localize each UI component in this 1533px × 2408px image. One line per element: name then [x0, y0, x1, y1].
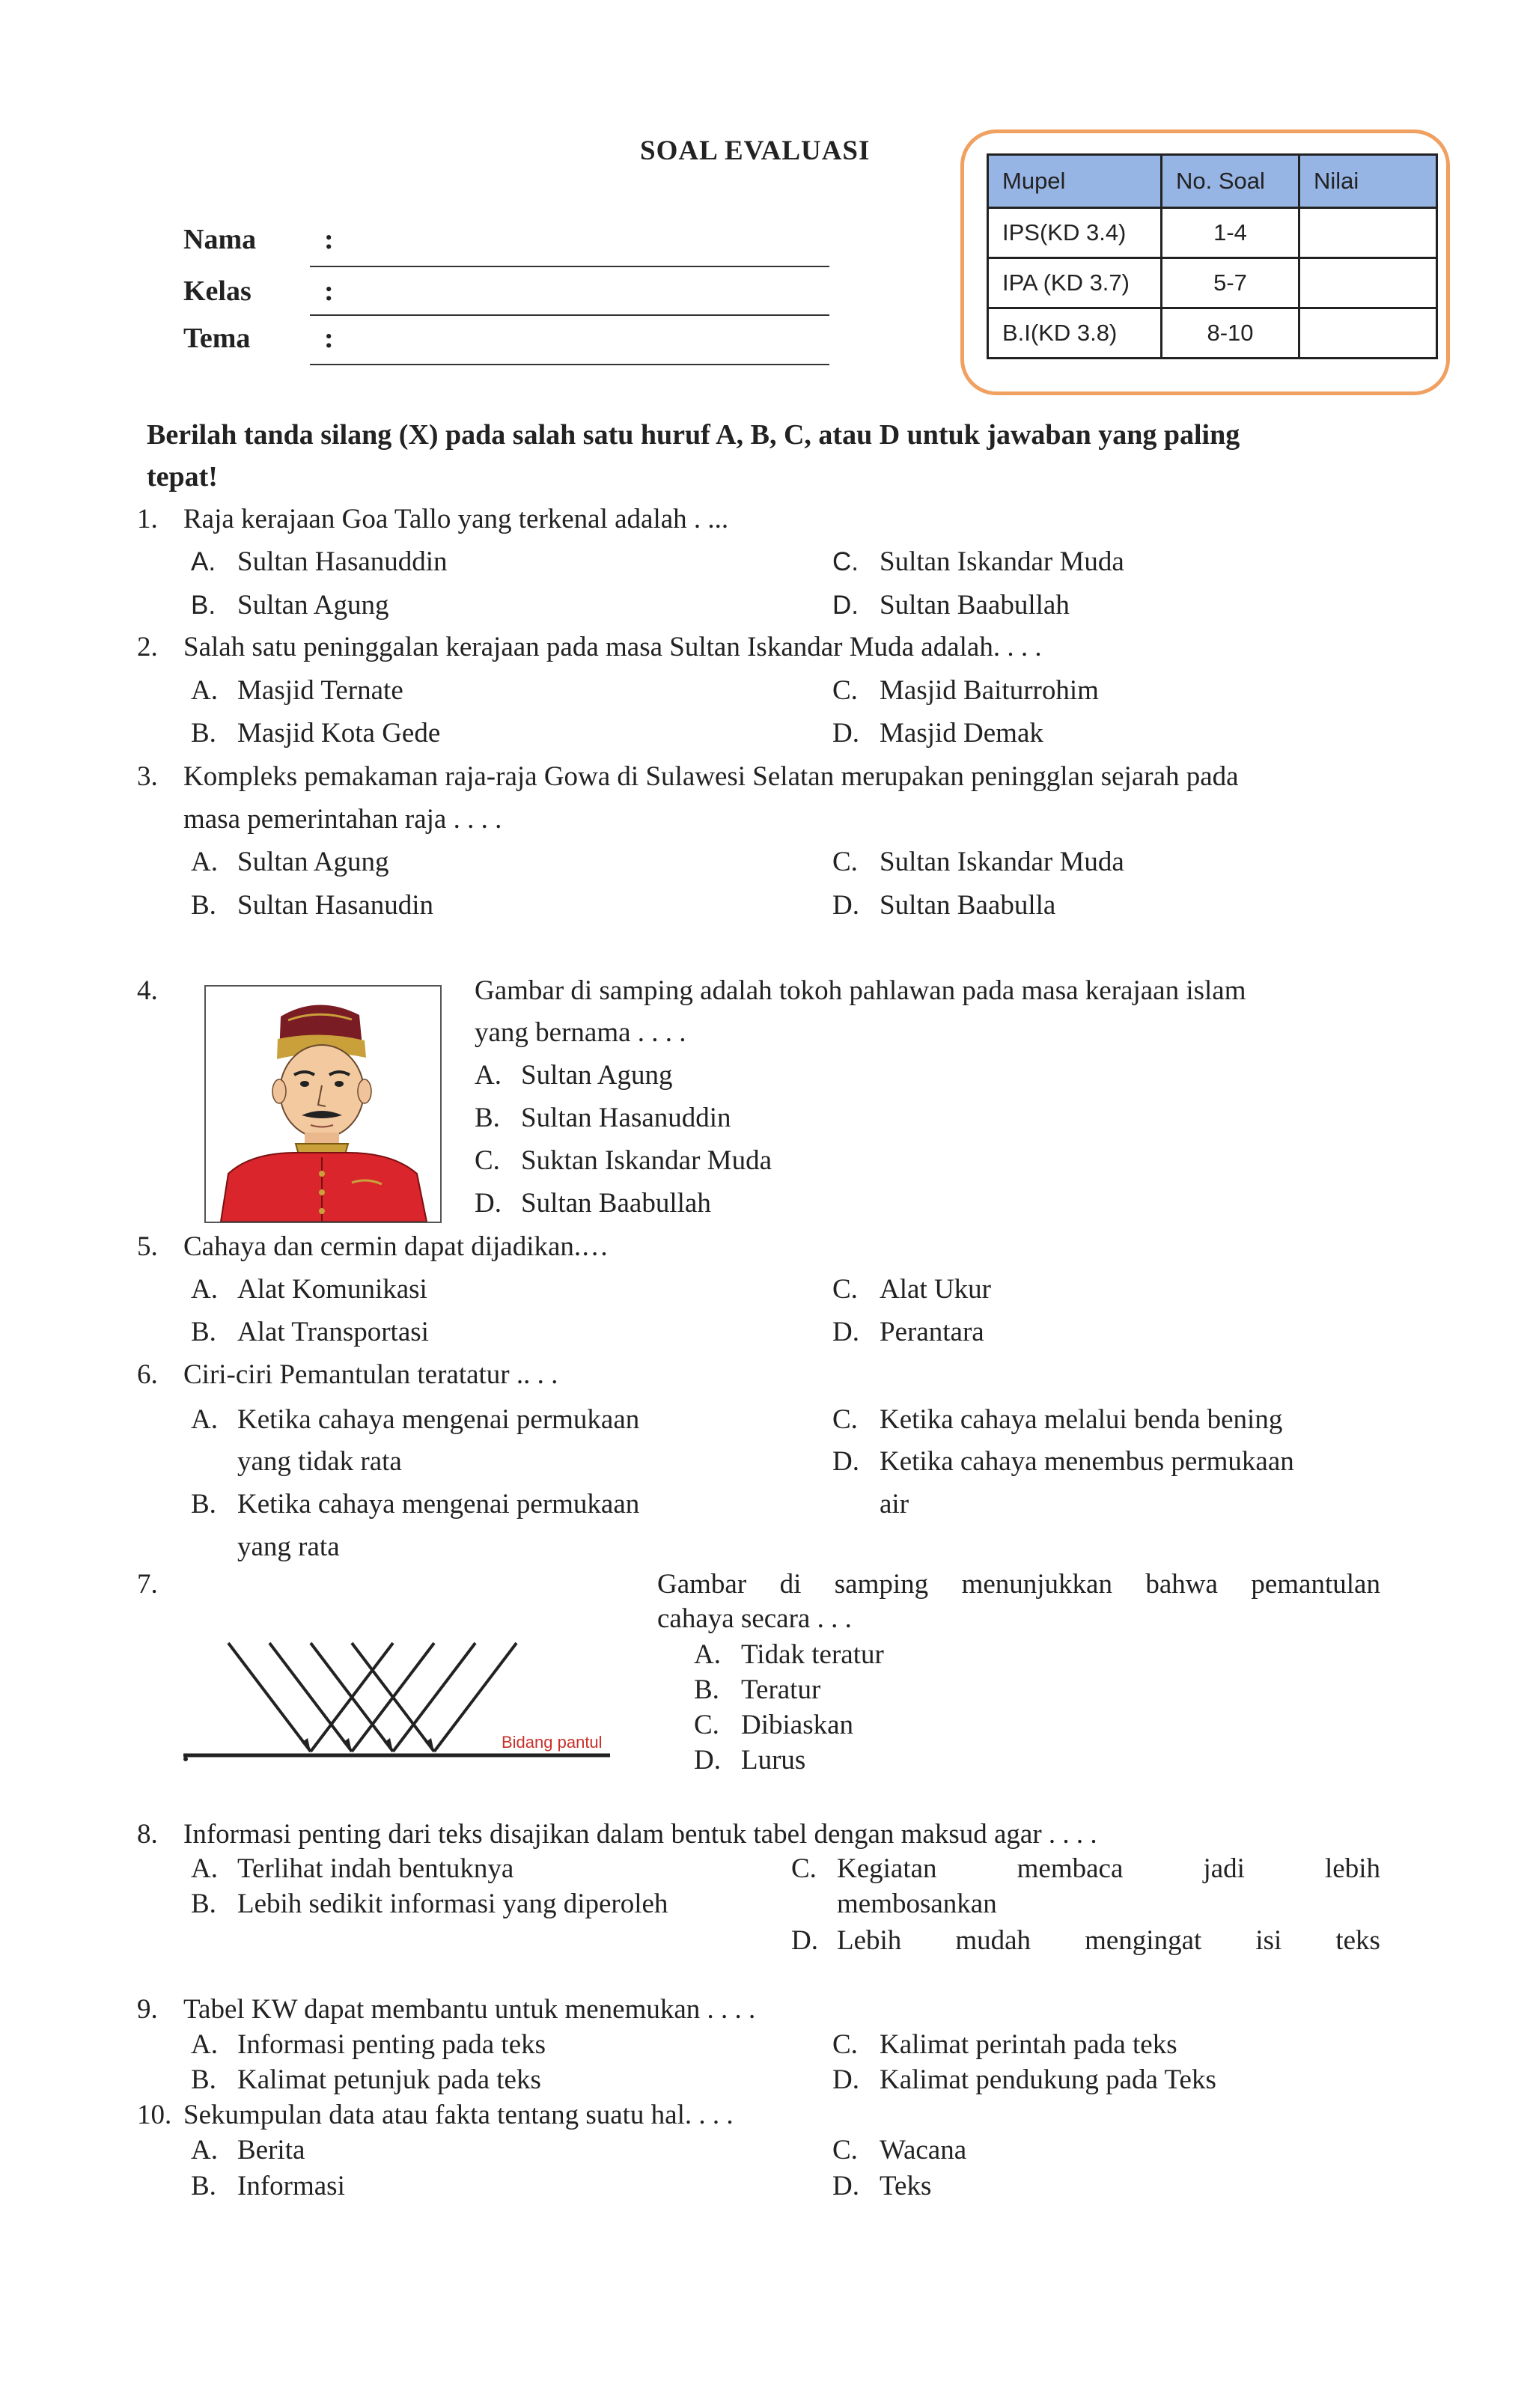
option-d[interactable]: Ketika cahaya menembus permukaan — [880, 1446, 1294, 1477]
row-no: 5-7 — [1162, 258, 1299, 308]
class-label: Kelas — [183, 275, 252, 307]
option-letter-b[interactable]: B. — [191, 2171, 216, 2201]
portrait-icon — [206, 987, 440, 1222]
option-c[interactable]: Wacana — [880, 2135, 967, 2165]
option-c[interactable]: Sultan Iskandar Muda — [880, 546, 1124, 577]
table-row — [988, 308, 1437, 359]
theme-label: Tema — [183, 323, 251, 354]
option-letter-b[interactable]: B. — [191, 591, 216, 620]
option-b[interactable]: Alat Transportasi — [237, 1317, 429, 1347]
question-number: 4. — [137, 975, 158, 1006]
option-letter-c[interactable]: C. — [791, 1853, 817, 1884]
option-c-word: membaca — [1017, 1853, 1124, 1884]
option-letter-b[interactable]: B. — [191, 2064, 216, 2095]
question-text: Salah satu peninggalan kerajaan pada masa Sultan Iskandar Muda adalah. . . . — [183, 632, 1042, 662]
option-a[interactable]: Terlihat indah bentuknya — [237, 1853, 514, 1884]
question-text: Raja kerajaan Goa Tallo yang terkenal adalah . ... — [183, 504, 729, 534]
option-a[interactable]: Ketika cahaya mengenai permukaan — [237, 1404, 640, 1435]
option-letter-d[interactable]: D. — [832, 718, 859, 749]
hero-portrait-image — [204, 985, 442, 1223]
option-letter-d[interactable]: D. — [832, 2064, 859, 2095]
option-d[interactable]: Teks — [880, 2171, 932, 2201]
option-letter-a[interactable]: A. — [475, 1060, 502, 1091]
option-d[interactable]: Lurus — [741, 1745, 806, 1775]
theme-colon: : — [324, 323, 334, 354]
option-a[interactable]: Sultan Agung — [237, 847, 389, 877]
option-c-word: Kegiatan — [837, 1853, 937, 1884]
option-letter-d[interactable]: D. — [475, 1188, 502, 1219]
option-letter-a[interactable]: A. — [694, 1639, 721, 1670]
question-text — [657, 1570, 1380, 1600]
option-letter-b[interactable]: B. — [191, 1889, 216, 1919]
reflection-diagram — [180, 1632, 614, 1767]
score-table — [987, 153, 1438, 359]
header-mupel: Mupel — [988, 155, 1162, 208]
option-c-word: lebih — [1325, 1853, 1380, 1884]
option-c[interactable]: Alat Ukur — [880, 1274, 991, 1305]
option-letter-d[interactable]: D. — [832, 591, 859, 620]
question-text-word: di — [779, 1569, 802, 1600]
option-b[interactable]: Sultan Hasanudin — [237, 890, 434, 921]
question-text-word: samping — [834, 1569, 929, 1600]
option-c[interactable]: Dibiaskan — [741, 1710, 854, 1740]
question-text-word: menunjukkan — [961, 1569, 1112, 1600]
question-text-cont: masa pemerintahan raja . . . . — [183, 804, 502, 835]
option-d[interactable]: Perantara — [880, 1317, 984, 1347]
option-c-cont[interactable]: membosankan — [837, 1889, 997, 1919]
row-mupel: B.I(KD 3.8) — [988, 308, 1162, 359]
option-d[interactable]: Sultan Baabullah — [521, 1188, 711, 1219]
row-mupel: IPA (KD 3.7) — [988, 258, 1162, 308]
name-label: Nama — [183, 224, 257, 255]
option-letter-a[interactable]: A. — [191, 675, 218, 706]
class-colon: : — [324, 275, 334, 307]
option-letter-d[interactable]: D. — [694, 1745, 721, 1775]
option-letter-b[interactable]: B. — [191, 718, 216, 749]
instruction-line-2: tepat! — [147, 461, 218, 493]
option-letter-c[interactable]: C. — [832, 547, 859, 576]
option-letter-b[interactable]: B. — [694, 1674, 719, 1705]
score-table-header — [988, 155, 1437, 208]
option-a[interactable]: Berita — [237, 2135, 305, 2165]
question-number: 7. — [137, 1569, 158, 1600]
option-b[interactable]: Sultan Hasanuddin — [521, 1103, 731, 1133]
option-letter-c[interactable]: C. — [832, 847, 858, 877]
option-letter-a[interactable]: A. — [191, 547, 216, 576]
option-b[interactable]: Lebih sedikit informasi yang diperoleh — [237, 1889, 668, 1919]
option-d[interactable]: Kalimat pendukung pada Teks — [880, 2064, 1216, 2095]
name-colon: : — [324, 224, 334, 255]
option-letter-c[interactable]: C. — [832, 1274, 858, 1305]
option-a[interactable]: Masjid Ternate — [237, 675, 403, 706]
option-b[interactable]: Informasi — [237, 2171, 345, 2201]
theme-field-line[interactable] — [310, 364, 829, 365]
option-b[interactable]: Teratur — [741, 1674, 821, 1705]
option-letter-c[interactable]: C. — [832, 2029, 858, 2060]
question-text-word: pemantulan — [1251, 1569, 1380, 1600]
option-b[interactable]: Kalimat petunjuk pada teks — [237, 2064, 541, 2095]
option-letter-d[interactable]: D. — [832, 1317, 859, 1347]
option-d-word: isi — [1255, 1925, 1282, 1956]
option-d[interactable]: Sultan Baabullah — [880, 590, 1070, 621]
table-row — [988, 258, 1437, 308]
question-text-word: bahwa — [1145, 1569, 1218, 1600]
question-text-block — [657, 1570, 1380, 1600]
option-a[interactable]: Tidak teratur — [741, 1639, 884, 1670]
option-d-word: mengingat — [1085, 1925, 1202, 1956]
option-letter-c[interactable]: C. — [694, 1710, 719, 1740]
option-letter-d[interactable]: D. — [832, 2171, 859, 2201]
page-title: SOAL EVALUASI — [640, 135, 871, 166]
class-field-line[interactable] — [310, 314, 829, 316]
question-text-cont: yang bernama . . . . — [475, 1017, 686, 1048]
option-b-cont[interactable]: yang rata — [237, 1531, 340, 1562]
option-a[interactable]: Alat Komunikasi — [237, 1274, 427, 1305]
option-letter-a[interactable]: A. — [191, 2029, 218, 2060]
option-d-word: Lebih — [837, 1925, 902, 1956]
question-number: 10. — [137, 2100, 172, 2130]
option-d[interactable]: Sultan Baabulla — [880, 890, 1056, 921]
question-text: Informasi penting dari teks disajikan dalam bentuk tabel dengan maksud agar . . . . — [183, 1819, 1097, 1850]
option-b[interactable]: Sultan Agung — [237, 590, 389, 621]
option-c[interactable]: Masjid Baiturrohim — [880, 675, 1099, 706]
question-number: 2. — [137, 632, 158, 662]
row-nilai[interactable] — [1299, 258, 1437, 308]
row-mupel: IPS(KD 3.4) — [988, 208, 1162, 258]
question-number: 1. — [137, 504, 158, 534]
instruction-line-1: Berilah tanda silang (X) pada salah satu huruf A, B, C, atau D untuk jawaban yang paling — [147, 419, 1240, 451]
question-number: 9. — [137, 1994, 158, 2025]
option-c[interactable]: Suktan Iskandar Muda — [521, 1145, 772, 1176]
option-d[interactable] — [837, 1926, 1380, 1956]
option-letter-a[interactable]: A. — [191, 1274, 218, 1305]
option-c-word: jadi — [1203, 1853, 1245, 1884]
option-b[interactable]: Masjid Kota Gede — [237, 718, 441, 749]
question-number: 3. — [137, 761, 158, 792]
question-text: Sekumpulan data atau fakta tentang suatu hal. . . . — [183, 2100, 734, 2130]
option-letter-c[interactable]: C. — [475, 1145, 500, 1176]
option-d-word: mudah — [955, 1925, 1031, 1956]
question-text: Cahaya dan cermin dapat dijadikan.… — [183, 1231, 609, 1262]
option-b[interactable]: Ketika cahaya mengenai permukaan — [237, 1489, 640, 1520]
option-c[interactable] — [837, 1854, 1380, 1884]
row-nilai[interactable] — [1299, 208, 1437, 258]
question-number: 8. — [137, 1819, 158, 1850]
row-no: 8-10 — [1162, 308, 1299, 359]
header-no-soal: No. Soal — [1162, 155, 1299, 208]
question-number: 6. — [137, 1359, 158, 1390]
option-letter-b[interactable]: B. — [475, 1103, 500, 1133]
row-no: 1-4 — [1162, 208, 1299, 258]
question-text-word: Gambar — [657, 1569, 747, 1600]
question-text: Ciri-ciri Pemantulan teratatur .. . . — [183, 1359, 558, 1390]
question-number: 5. — [137, 1231, 158, 1262]
header-nilai: Nilai — [1299, 155, 1437, 208]
option-letter-b[interactable]: B. — [191, 1489, 216, 1520]
reflection-surface-label: Bidang pantul — [502, 1733, 603, 1752]
question-text: Kompleks pemakaman raja-raja Gowa di Sulawesi Selatan merupakan peningglan sejarah pada — [183, 761, 1239, 792]
question-text-cont: cahaya secara . . . — [657, 1603, 852, 1634]
option-letter-c[interactable]: C. — [832, 2135, 858, 2165]
table-row — [988, 208, 1437, 258]
option-letter-a[interactable]: A. — [191, 1404, 218, 1435]
option-c[interactable]: Kalimat perintah pada teks — [880, 2029, 1177, 2060]
option-a[interactable]: Informasi penting pada teks — [237, 2029, 546, 2060]
option-letter-b[interactable]: B. — [191, 890, 216, 921]
row-nilai[interactable] — [1299, 308, 1437, 359]
option-a[interactable]: Sultan Agung — [521, 1060, 673, 1091]
option-c[interactable]: Ketika cahaya melalui benda bening — [880, 1404, 1283, 1435]
option-letter-b[interactable]: B. — [191, 1317, 216, 1347]
question-text: Tabel KW dapat membantu untuk menemukan . . . . — [183, 1994, 756, 2025]
option-d-word: teks — [1335, 1925, 1380, 1956]
option-letter-d[interactable]: D. — [832, 890, 859, 921]
name-field-line[interactable] — [310, 266, 829, 267]
option-d-cont[interactable]: air — [880, 1489, 909, 1520]
option-a[interactable]: Sultan Hasanuddin — [237, 546, 448, 577]
option-c[interactable]: Sultan Iskandar Muda — [880, 847, 1124, 877]
question-text: Gambar di samping adalah tokoh pahlawan pada masa kerajaan islam — [475, 975, 1246, 1006]
option-a-cont[interactable]: yang tidak rata — [237, 1446, 402, 1477]
option-letter-d[interactable]: D. — [791, 1925, 818, 1956]
option-letter-a[interactable]: A. — [191, 1853, 218, 1884]
option-letter-a[interactable]: A. — [191, 847, 218, 877]
option-letter-d[interactable]: D. — [832, 1446, 859, 1477]
option-letter-c[interactable]: C. — [832, 1404, 858, 1435]
option-letter-c[interactable]: C. — [832, 675, 858, 706]
option-letter-a[interactable]: A. — [191, 2135, 218, 2165]
option-d[interactable]: Masjid Demak — [880, 718, 1043, 749]
